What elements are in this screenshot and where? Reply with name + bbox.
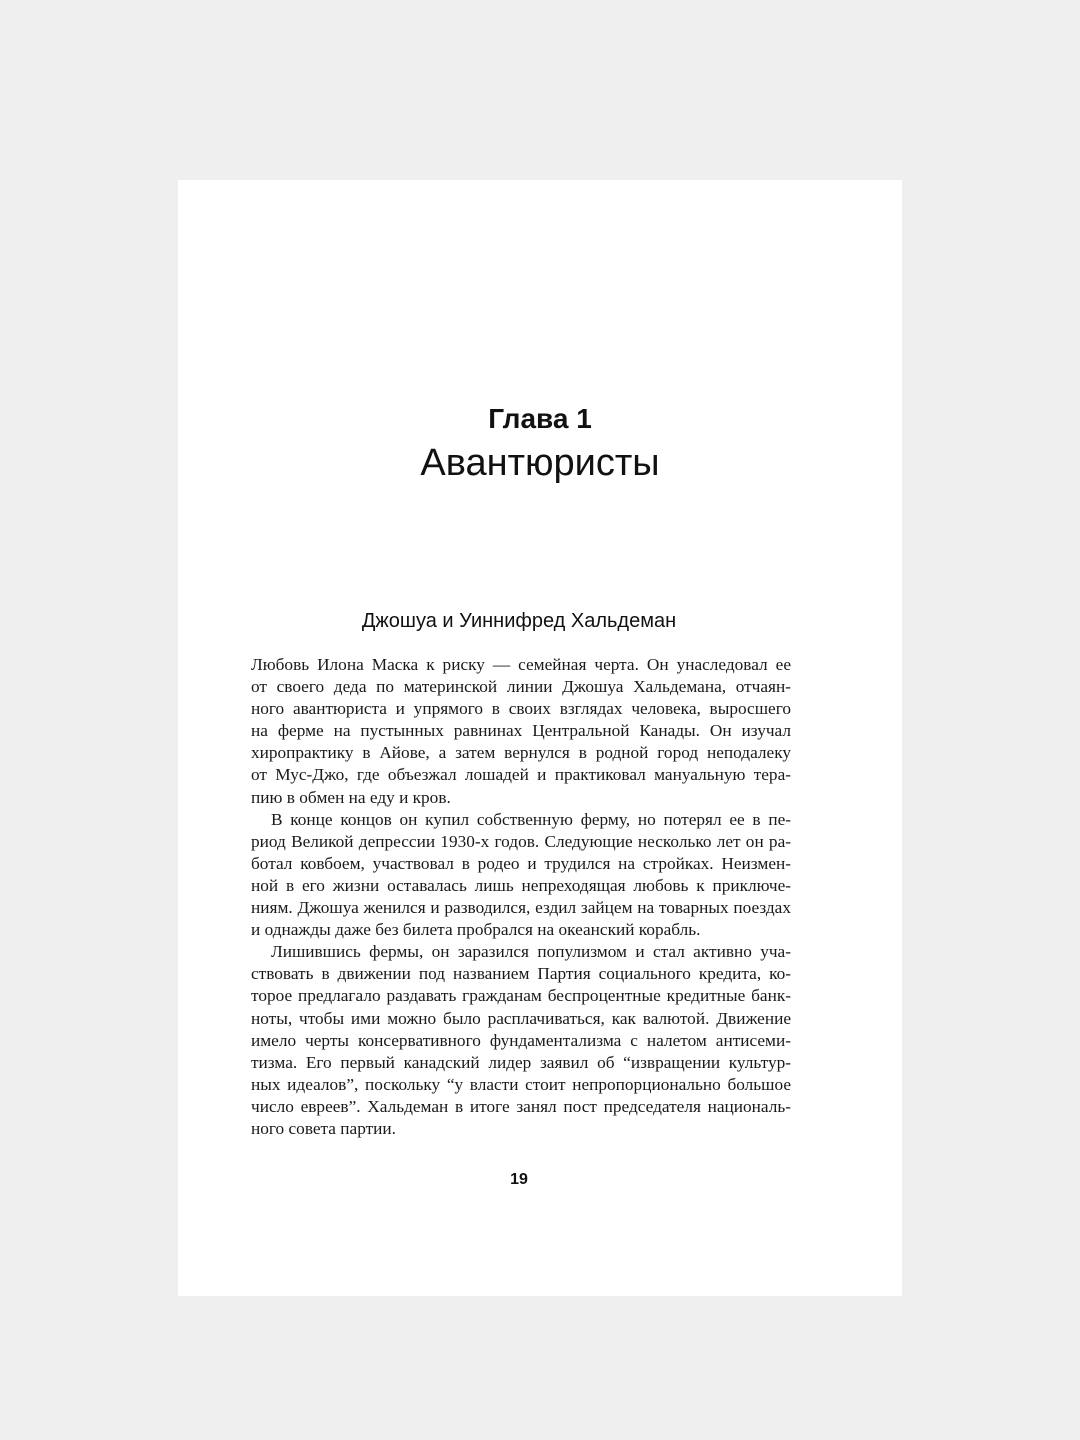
- page-number: 19: [510, 1171, 528, 1188]
- chapter-label: Глава 1: [488, 403, 592, 434]
- text-line: хиропрактику в Айове, а затем вернулся в родной город неподалеку: [251, 743, 791, 763]
- chapter-title: Авантюристы: [420, 442, 660, 484]
- text-line: ной в его жизни оставалась лишь непреходящая любовь к приключе-: [251, 875, 791, 895]
- text-line: ботал ковбоем, участвовал в родео и трудился на стройках. Неизмен-: [251, 853, 791, 873]
- text-line: Лишившись фермы, он заразился популизмом и стал активно уча-: [271, 942, 791, 962]
- text-line: ниям. Джошуа женился и разводился, ездил зайцем на товарных поездах: [251, 898, 791, 918]
- text-line: торое предлагало раздавать гражданам беспроцентные кредитные банк-: [251, 986, 791, 1006]
- text-line: от Мус-Джо, где объезжал лошадей и практиковал мануальную тера-: [251, 765, 791, 785]
- text-line: ноты, чтобы ими можно было расплачиваться, как валютой. Движение: [251, 1008, 791, 1028]
- text-line: риод Великой депрессии 1930-х годов. Следующие несколько лет он ра-: [251, 831, 791, 851]
- section-heading: Джошуа и Уиннифред Хальдеман: [361, 610, 677, 632]
- text-line: пию в обмен на еду и кров.: [251, 787, 451, 807]
- text-line: и однажды даже без билета пробрался на океанский корабль.: [251, 920, 701, 940]
- book-page: [178, 180, 902, 1296]
- text-line: на ферме на пустынных равнинах Центральной Канады. Он изучал: [251, 721, 791, 741]
- text-line: тизма. Его первый канадский лидер заявил об “извращении культур-: [251, 1052, 791, 1072]
- paragraph: [251, 654, 791, 809]
- paragraph: [251, 941, 791, 1140]
- text-line: ного совета партии.: [251, 1118, 397, 1138]
- text-line: ного авантюриста и упрямого в своих взглядах человека, выросшего: [251, 699, 791, 719]
- text-line: Любовь Илона Маска к риску — семейная черта. Он унаследовал ее: [251, 655, 791, 674]
- text-line: от своего деда по материнской линии Джошуа Хальдемана, отчаян-: [251, 677, 791, 697]
- body-text: [251, 654, 791, 1140]
- text-line: число евреев”. Хальдеман в итоге занял пост председателя националь-: [251, 1096, 791, 1116]
- text-line: ствовать в движении под названием Партия социального кредита, ко-: [251, 964, 791, 984]
- paragraph: [251, 809, 791, 942]
- text-line: ных идеалов”, поскольку “у власти стоит непропорционально большое: [251, 1074, 791, 1094]
- text-line: имело черты консервативного фундаментализма с налетом антисеми-: [251, 1030, 791, 1050]
- text-line: В конце концов он купил собственную ферму, но потерял ее в пе-: [271, 809, 791, 829]
